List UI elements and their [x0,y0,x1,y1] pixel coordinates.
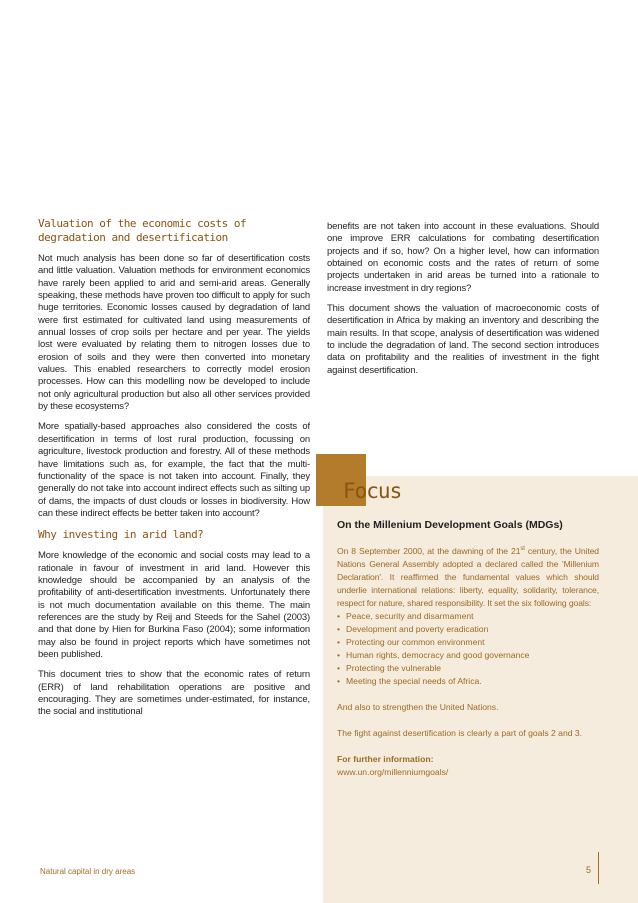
focus-subtitle: On the Millenium Development Goals (MDGs) [337,519,563,531]
bullet-icon: • [337,676,341,687]
goal-item: • Protecting our common environment [337,636,599,649]
superscript: st [520,546,525,552]
focus-intro [337,543,599,610]
goals-list [337,610,599,689]
goal-item: • Peace, security and disarmament [337,610,599,623]
goal-item: • Human rights, democracy and good governance [337,649,599,662]
bullet-icon: • [337,623,341,634]
focus-intro-text: On 8 September 2000, at the dawning of the 21 [337,545,521,556]
bullet-icon: • [337,610,341,621]
focus-strengthen: And also to strengthen the United Nations. [337,702,499,713]
info-link[interactable]: www.un.org/millenniumgoals/ [337,767,449,778]
paragraph: More spatially-based approaches also considered the costs of desertification in terms of lost rural production, focussing on agriculture, livestock production and forestry. All of these methods have limitations such as, for example, the fact that the multi-functionality of the space is not taken into account. Finally, they generally do not take into account indirect effects such as silting up of dams, the impacts of dust clouds or losses in biodiversity. How can these indirect effects be better taken into account? [38,421,310,519]
info-label: For further information: [337,754,434,765]
right-column [327,221,599,385]
bullet-icon: • [337,637,341,648]
paragraph: This document shows the valuation of macroeconomic costs of desertification in Africa by making an inventory and describing the main results. In that scope, analysis of desertification was widened to include the degradation of land. The second section introduces data on profitability and the realities of investment in the fight against desertification. [327,303,599,376]
goal-item: • Protecting the vulnerable [337,662,599,675]
focus-fight: The fight against desertification is clearly a part of goals 2 and 3. [337,728,583,739]
focus-intro-text-continued: century, the United Nations General Assembly adopted a declared called the 'Millenium Declaration'. It reaffirmed the fundamental values which should underlie international relations: liberty, equality, solidarity, tolerance, respect for nature, shared responsibility. It set the six following goals: [337,545,599,608]
footer-title: Natural capital in dry areas [40,867,136,876]
bullet-icon: • [337,650,341,661]
paragraph: More knowledge of the economic and social costs may lead to a rationale in favour of investment in arid land. However this knowledge should be accompanied by an analysis of the profitability of anti-desertification investments. Unfortunately there is not much documentation available on this theme. The main references are the study by Reij and Steeds for the Sahel (2003) and that done by Hien for Burkina Faso (2004); some information may also be found in project reports which have sometimes not been published. [38,550,310,660]
paragraph: Not much analysis has been done so far of desertification costs and little valuation. Valuation methods for environment economics have rarely been applied to arid and semi-arid areas. Generally speaking, these methods have proven too difficult to apply for such huge territories. Economic losses caused by degradation of land were first estimated for cultivated land using measurements of annual losses of crop soils per hectare and per year. The yields lost were evaluated by relating them to nitrogen losses due to erosion of soils and they were then converted into monetary values. This enabled researchers to correctly model erosion processes. How can this modelling now be developed to include not only agricultural production but also all other services provided by these ecosystems? [38,253,310,413]
section-heading-investing: Why investing in arid land? [38,528,204,542]
focus-title: Focus [343,479,402,503]
goal-item: • Development and poverty eradication [337,623,599,636]
section-heading-valuation: Valuation of the economic costs of degradation and desertification [38,217,247,244]
page-number-divider [598,852,599,884]
goal-item: • Meeting the special needs of Africa. [337,675,599,688]
focus-content [337,518,599,779]
paragraph: benefits are not taken into account in these evaluations. Should one improve ERR calculations for combating desertification projects and if so, how? On a higher level, how can information obtained on economic costs and the rates of return of some projects undertaken in arid areas be turned into a rationale to increase investment in dry regions? [327,221,599,294]
paragraph: This document tries to show that the economic rates of return (ERR) of land rehabilitation operations are positive and encouraging. They are sometimes under-estimated, for instance, the social and institutional [38,669,310,718]
bullet-icon: • [337,663,341,674]
page-number: 5 [586,865,592,875]
left-column [38,217,310,727]
